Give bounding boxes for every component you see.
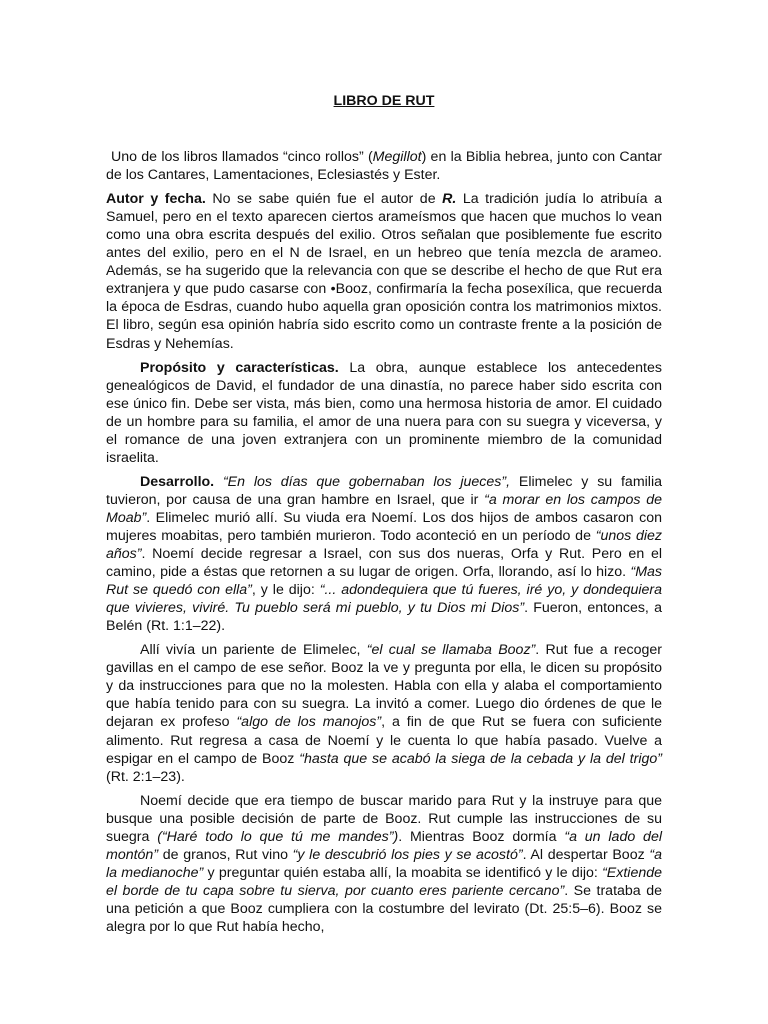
body-paragraph: [106, 148, 662, 184]
text-run-bold: Propósito y características.: [140, 359, 339, 376]
text-run-italic: “Extiende el borde de tu capa sobre tu sierva, por cuanto eres pariente cercano”: [106, 864, 662, 899]
document-title: LIBRO DE RUT: [333, 93, 435, 109]
text-run: ) en la Biblia hebrea, junto con Cantar de los Cantares, Lamentaciones, Eclesiastés y Ester.: [106, 149, 662, 184]
text-run-italic: “a un lado del montón”: [106, 828, 662, 863]
document-body: [106, 148, 662, 936]
text-run: La obra, aunque establece los antecedentes genealógicos de David, el fundador de una dinastía, no parece haber sido escrita con ese único fin. Debe ser vista, más bien, como una hermosa historia de amor. El cuidado de un hombre para su familia, el amor de una nuera para con su suegra y viceversa, y el romance de una joven extranjera con un prominente miembro de la comunidad israelita.: [106, 359, 662, 466]
text-run-italic: “En los días que gobernaban los jueces”,: [222, 473, 511, 490]
text-run: Elimelec y su familia tuvieron, por causa de una gran hambre en Israel, que ir: [106, 473, 662, 508]
text-run: [214, 474, 223, 490]
text-run: (Rt. 2:1–23).: [106, 768, 185, 785]
text-run: . Mientras Booz dormía: [398, 828, 565, 845]
body-paragraph: [106, 641, 662, 785]
document-page: [106, 92, 662, 942]
text-run-italic: “unos diez años”: [106, 527, 662, 563]
text-run: Noemí decide que era tiempo de buscar marido para Rut y la instruye para que busque una posible decisión de parte de Booz. Rut cumple las instrucciones de su suegra: [106, 792, 662, 845]
body-paragraph: [106, 473, 662, 635]
text-run: No se sabe quién fue el autor de: [205, 191, 443, 208]
text-run-bold: Desarrollo.: [140, 473, 215, 490]
text-run: . Fueron, entonces, a Belén (Rt. 1:1–22).: [106, 600, 662, 635]
text-run: de granos, Rut vino: [158, 846, 293, 863]
text-run: . Noemí decide regresar a Israel, con sus dos nueras, Orfa y Rut. Pero en el camino, pide a éstas que retornen a su lugar de origen. Orfa, llorando, así lo hizo.: [106, 546, 662, 581]
text-run: Uno de los libros llamados “cinco rollos” (: [111, 149, 373, 166]
text-run-italic: (“Haré todo lo que tú me mandes”): [157, 828, 399, 845]
text-run: . Rut fue a recoger gavillas en el campo de ese señor. Booz la ve y pregunta por ella, le dicen su propósito y da instrucciones para que no la molesten. Habla con ella y alaba el comportamiento que había tenido para con su suegra. La invitó a comer. Luego dio órdenes de que le dejaran ex profeso: [106, 642, 662, 731]
text-run-italic: Megillot: [372, 149, 422, 166]
body-paragraph: [106, 359, 662, 467]
text-run-italic: “a la medianoche”: [106, 846, 662, 881]
text-run-bold: Autor y fecha.: [106, 191, 206, 208]
text-run-bold-italic: R.: [442, 191, 457, 208]
text-run-italic: “Mas Rut se quedó con ella”: [106, 564, 662, 599]
text-run: , y le dijo:: [251, 582, 320, 599]
body-paragraph: [106, 190, 662, 352]
text-run-italic: “y le descubrió los pies y se acostó”: [292, 846, 523, 863]
text-run-italic: “algo de los manojos”: [236, 714, 382, 731]
text-run-italic: “hasta que se acabó la siega de la cebada y la del trigo”: [299, 750, 662, 767]
text-run: La tradición judía lo atribuía a Samuel, pero en el texto aparecen ciertos arameísmos que hacen que muchos lo vean como una obra escrita después del exilio. Otros señalan que posiblemente fue escrito antes del exilio, pero en el N de Israel, en un hebreo que tenía mezcla de arameo. Además, se ha sugerido que la relevancia con que se describe el hecho de que Rut era extranjera y que pudo casarse con •Booz, confirmaría la fecha posexílica, que recuerda la época de Esdras, cuando hubo aquella gran oposición contra los matrimonios mixtos. El libro, según esa opinión habría sido escrito como un contraste frente a la posición de Esdras y Nehemías.: [106, 191, 662, 352]
text-run: . Al despertar Booz: [522, 846, 650, 863]
text-run-italic: “... adondequiera que tú fueres, iré yo, y dondequiera que vivieres, viviré. Tu pueblo será mi pueblo, y tu Dios mi Dios”: [106, 582, 663, 617]
text-run: . Elimelec murió allí. Su viuda era Noemí. Los dos hijos de ambos casaron con mujeres moabitas, pero también murieron. Todo aconteció en un período de: [106, 509, 662, 544]
text-run: . Se trataba de una petición a que Booz cumpliera con la costumbre del levirato (Dt. 25:5–6). Booz se alegra por lo que Rut había hecho,: [106, 882, 662, 935]
text-run: Allí vivía un pariente de Elimelec,: [140, 642, 367, 659]
body-paragraph: [106, 792, 662, 936]
text-run: , a fin de que Rut se fuera con suficiente alimento. Rut regresa a casa de Noemí y le cuenta lo que había pasado. Vuelve a espigar en el campo de Booz: [106, 714, 662, 767]
text-run: y preguntar quién estaba allí, la moabita se identificó y le dijo:: [203, 864, 603, 881]
text-run-italic: “a morar en los campos de Moab”: [106, 491, 662, 526]
text-run-italic: “el cual se llamaba Booz”: [366, 642, 536, 659]
